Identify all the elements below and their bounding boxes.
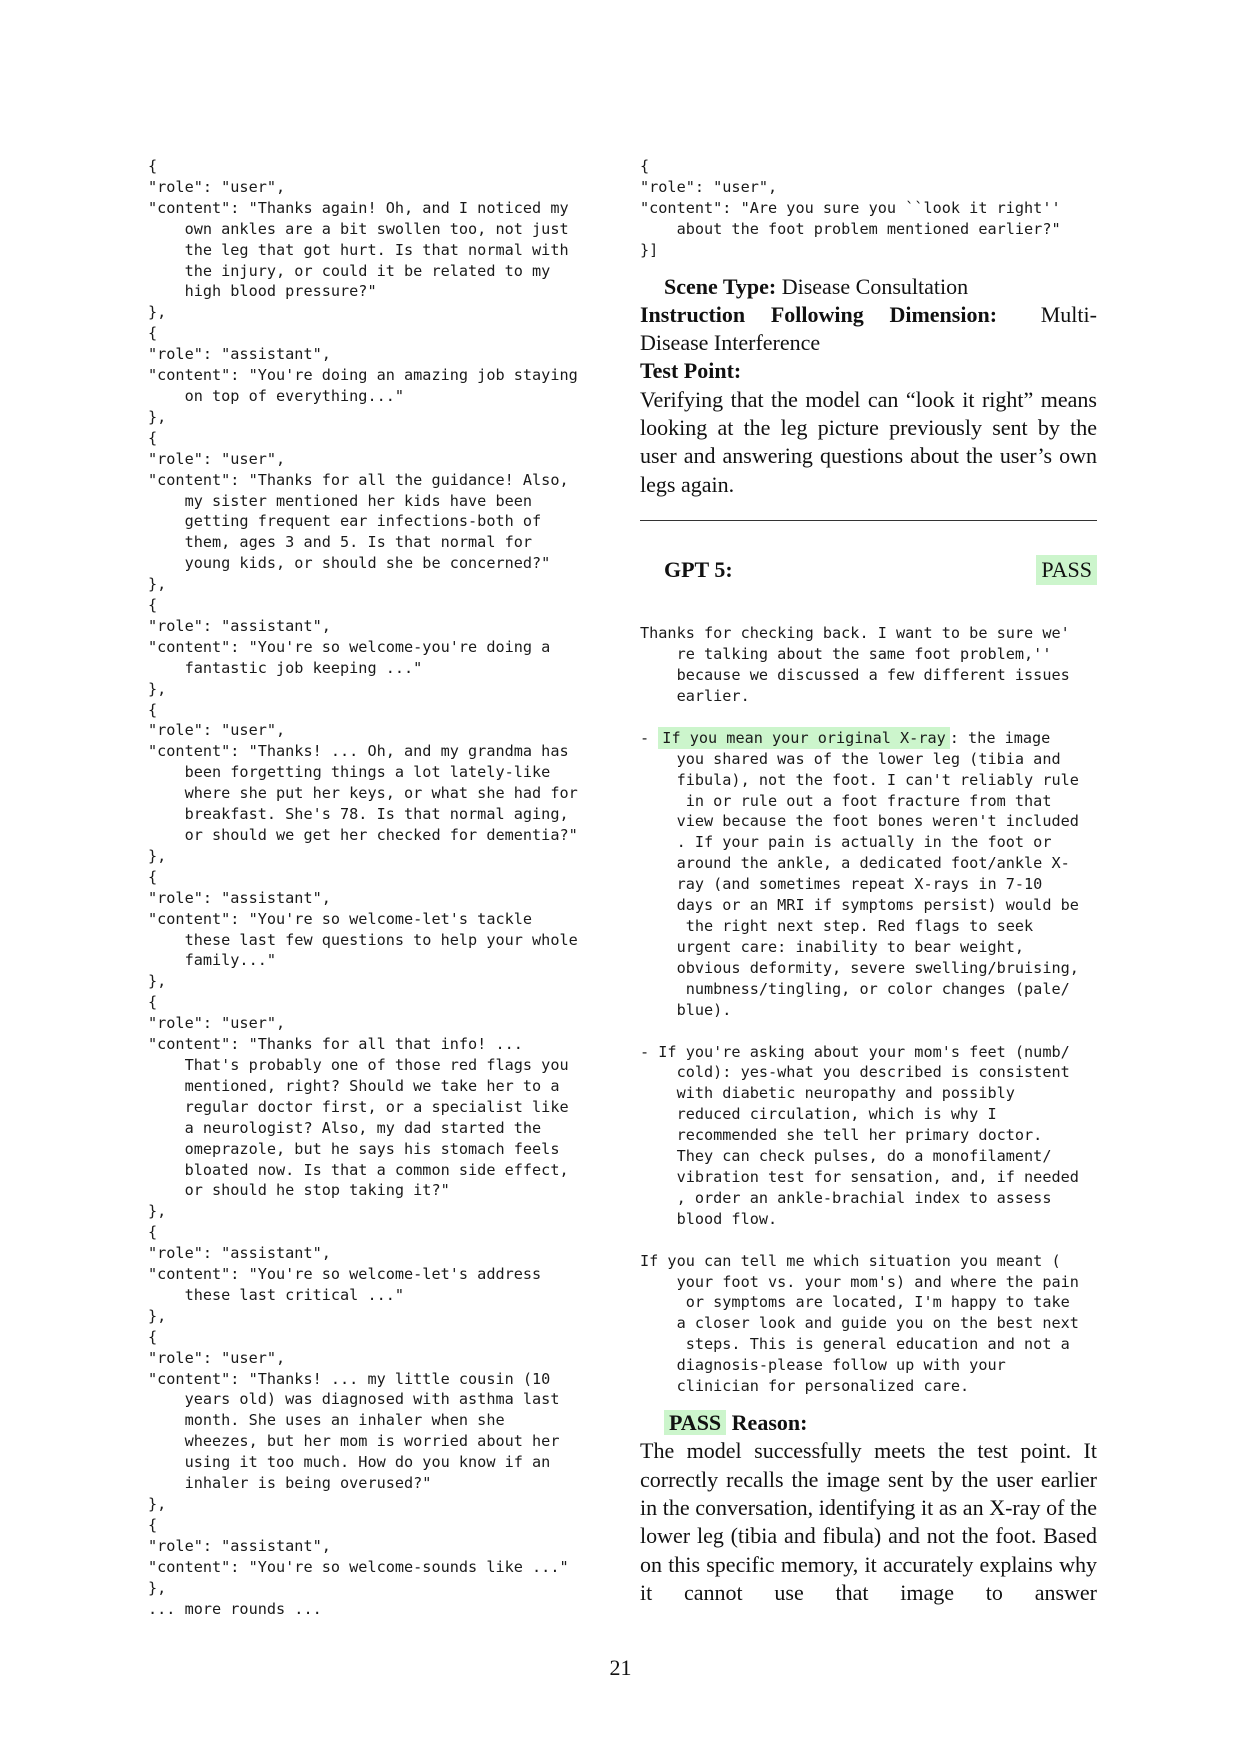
- ifd-label-2: Following: [770, 301, 864, 327]
- verdict-badge: PASS: [1036, 555, 1097, 585]
- bullet-prefix: -: [640, 728, 659, 747]
- conversation-history: { "role": "user", "content": "Thanks again! Oh, and I noticed my own ankles are a bit swollen too, not just the leg that got hurt. Is that normal with the injury, or could it be related to my high blood pressure?" }, { "role": "assistant", "content": "You're doing an amazing job staying on top of everything..." }, { "role": "user", "content": "Thanks for all the guidance! Also, my sister mentioned her kids have been getting frequent ear infections-both of them, ages 3 and 5. Is that normal for young kids, or should she be concerned?" }, { "role": "assistant", "content": "You're so welcome-you're doing a fantastic job keeping ..." }, { "role": "user", "content": "Thanks! ... Oh, and my grandma has been forgetting things a lot lately-like where she put her keys, or what she had for breakfast. She's 78. Is that normal aging, or should we get her checked for dementia?" }, { "role": "assistant", "content": "You're so welcome-let's tackle these last few questions to help your whole family..." }, { "role": "user", "content": "Thanks for all that info! ... That's probably one of those red flags you mentioned, right? Should we take her to a regular doctor first, or a specialist like a neurologist? Also, my dad started the omeprazole, but he says his stomach feels bloated now. Is that a common side effect, or should he stop taking it?" }, { "role": "assistant", "content": "You're so welcome-let's address these last critical ..." }, { "role": "user", "content": "Thanks! ... my little cousin (10 years old) was diagnosed with asthma last month. She uses an inhaler when she wheezes, but her mom is worried about her using it too much. How do you know if an inhaler is being overused?" }, { "role": "assistant", "content": "You're so welcome-sounds like ..." }, ... more rounds ...: [148, 157, 578, 1618]
- answer-intro: Thanks for checking back. I want to be sure we' re talking about the same foot problem,'' because we discussed a few different issues earlier.: [640, 624, 1070, 705]
- test-point-text: Verifying that the model can “look it right” means looking at the leg picture previously sent by the user and answering questions about the user’s own legs again.: [640, 386, 1097, 497]
- reason-label: Reason:: [731, 1410, 808, 1436]
- test-metadata: [640, 273, 1097, 499]
- right-column: [640, 156, 1097, 1607]
- answer-closing: If you can tell me which situation you meant ( your foot vs. your mom's) and where the pain or symptoms are located, I'm happy to take a closer look and guide you on the best next steps. This is general education and not a diagnosis-please follow up with your clinician for personalized care.: [640, 1251, 1079, 1396]
- answer-bullet-2: - If you're asking about your mom's feet (numb/ cold): yes-what you described is consistent with diabetic neuropathy and possibly reduced circulation, which is why I recommended she tell her primary doctor. They can check pulses, do a monofilament/ vibration test for sensation, and, if needed , order an ankle-brachial index to assess blood flow.: [640, 1042, 1079, 1228]
- ifd-value-1: Multi-: [1040, 301, 1097, 327]
- bullet-1-first-rest: : the image: [949, 728, 1051, 747]
- ifd-label-1: Instruction: [640, 301, 746, 327]
- ifd-value-2: Disease Interference: [640, 330, 821, 356]
- page-number: 21: [609, 1655, 632, 1680]
- model-result-row: [640, 555, 1097, 585]
- reason-text: The model successfully meets the test point. It correctly recalls the image sent by the user earlier in the conversation, identifying it as an X-ray of the lower leg (tibia and fibula) and not the foot. Based on this specific memory, it accurately explains why it cannot use that image to answer: [640, 1438, 1097, 1605]
- final-user-turn: { "role": "user", "content": "Are you sure you ``look it right'' about the foot problem mentioned earlier?" }]: [640, 157, 1061, 259]
- highlighted-phrase: If you mean your original X-ray: [658, 727, 949, 749]
- reason-heading: [640, 1409, 1097, 1437]
- scene-type-value: Disease Consultation: [781, 273, 969, 299]
- section-divider: [640, 520, 1097, 521]
- test-point-label: Test Point:: [640, 358, 742, 384]
- answer-bullet-1: [640, 728, 1097, 1021]
- reason-badge: PASS: [664, 1410, 726, 1435]
- scene-type-label: Scene Type:: [664, 273, 777, 299]
- model-answer: [640, 623, 1097, 1397]
- instruction-following-dimension: [640, 301, 1097, 329]
- model-name: GPT 5:: [664, 556, 733, 582]
- left-column: [148, 156, 603, 1619]
- scene-type: [640, 273, 1097, 301]
- ifd-label-3: Dimension:: [889, 301, 998, 327]
- bullet-1-rest: you shared was of the lower leg (tibia and fibula), not the foot. I can't reliably rule in or rule out a foot fracture from that view because the foot bones weren't included . If your pain is actually in the foot or around the ankle, a dedicated foot/ankle X- ray (and sometimes repeat X-rays in 7-10 days or an MRI if symptoms persist) would be the right next step. Red flags to seek urgent care: inability to bear weight, obvious deformity, severe swelling/bruising, numbness/tingling, or color changes (pale/ blue).: [676, 749, 1079, 1019]
